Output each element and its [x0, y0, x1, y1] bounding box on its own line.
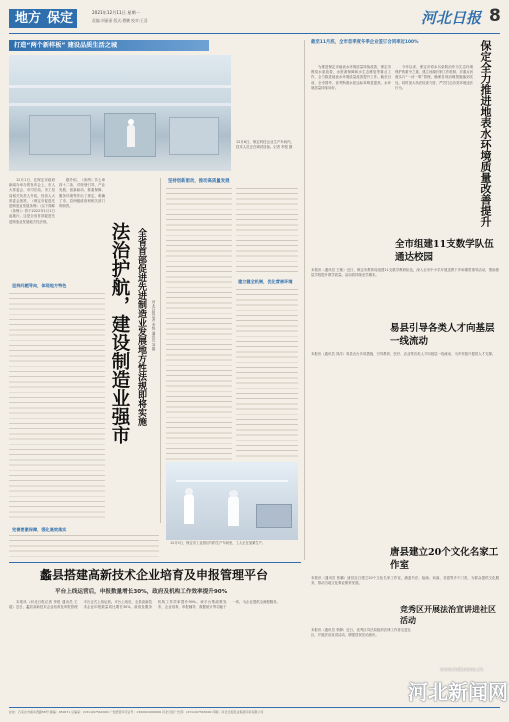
main-byline: 河北日报记者 李悦 通讯员 刘鑫	[152, 300, 156, 351]
box-2-body: 本报讯（通讯员 刘洋）易县出台多项措施，引导教育、医疗、农业等各类人才向基层一线流动，为乡村振兴提供人才支撑。	[311, 352, 496, 356]
lab-photo	[166, 462, 298, 540]
date-line: 2021年12月11日 星期一	[92, 10, 140, 15]
subhead-2: 坚持创新驱动，推动高质量发展	[168, 179, 230, 184]
section-label: 地方	[15, 11, 42, 26]
factory-photo-caption: 12月6日，保定科技企业生产车间内，技术人员正在调试设备。记者 李悦 摄	[236, 140, 294, 149]
lead-paragraph-2: 据介绍，《条例》共七章四十二条，对规划引导、产业发展、创新驱动、要素保障、服务环境等作出了规定，明确了市、县两级政府和相关部门的职责。	[59, 178, 105, 209]
box-3-title: 唐县建立20个文化名家工作室	[390, 547, 499, 571]
middle-column-b	[236, 188, 298, 274]
bottom-paragraph: 本报讯（河北日报记者 李悦 通讯员 王超）近日，蠡县高新技术企业培育及申报管理平台正式上线运营。平台上线后，全县高新技术企业申报数量同比增长30%，政府及服务机构工作效率提升90%。该平台集政策发布、企业培育、申报辅导、数据统计等功能于一体，为企业提供全流程服务。	[9, 600, 280, 610]
right-kicker-box	[311, 40, 435, 62]
editor-line: 责编:刘丽丽 版式:穆鹏 校对:王喜	[92, 18, 148, 23]
box-2-title: 易县引导各类人才向基层一线流动	[390, 323, 495, 347]
bottom-headline: 蠡县搭建高新技术企业培育及申报管理平台	[40, 568, 269, 582]
bottom-body	[9, 600, 301, 704]
page-number: 8	[489, 6, 501, 26]
right-headline: 保定全力推进地表水环境质量改善提升	[479, 40, 492, 227]
banner-label: 打造“两个新样板” 建设品质生活之城	[14, 42, 118, 49]
footer-text: 社址：石家庄市裕华西路58号 邮编：050071 总编室：(0311)67562000 广告经营许可证号：1300004000006 河北日报广告部：(0311)67563000 印刷：河北日报报业集团印务有限公司	[9, 710, 264, 714]
right-body-2	[395, 65, 473, 235]
watermark-logo: 河北新闻网	[408, 680, 508, 704]
box-3-body: 本报讯（通讯员 张鹏）唐县近日建立20个文化名家工作室，涵盖书法、绘画、戏曲、非遗等多个门类，为群众提供文化服务，推动当地文化事业繁荣发展。	[311, 576, 499, 586]
bottom-subtitle: 平台上线运营后，申报数量增长30%，政府及机构工作效率提升90%	[55, 589, 228, 595]
section-tag	[9, 9, 77, 28]
factory-photo	[9, 55, 231, 171]
right-body	[311, 65, 391, 235]
left-lower-body	[9, 535, 159, 557]
main-kicker: 全省首部促进先进制造业发展地方性法规即将实施	[136, 228, 146, 426]
box-4-body: 本报讯（通讯员 李静）近日，竞秀区司法局组织法律工作者走进社区，开展法治宣讲活动，增强居民法治意识。	[311, 628, 411, 638]
subhead-4: 完善要素保障，强化高效落实	[12, 527, 67, 532]
middle-column-c	[236, 289, 298, 460]
right-paragraph-2: 今年以来，保定市将水污染防治作为生态环境保护的重中之重，建立河湖长制工作机制，对重点河流实行“一河一策”管理，确保各项治理措施落到实处。同时加大执法检查力度，严厉打击各类环境违法行为。	[395, 65, 473, 90]
main-story-lead-right	[59, 178, 105, 276]
region-label: 保定	[47, 11, 74, 26]
masthead	[0, 0, 509, 38]
lab-photo-caption: 12月3日，保定市工业园区内的生产车间里，工人正在加紧生产。	[170, 541, 266, 545]
main-story-lead-left	[9, 178, 55, 276]
subhead-3: 建立健全机制，优化营商环境	[238, 279, 293, 284]
lead-paragraph: 12月1日，在保定市政府新闻办举办的发布会上，市人大常委会、市司法局、市工信局相关负责人介绍，经省人大常委会批准，《保定市促进先进制造业发展条例》（以下简称《条例》）将于2022年1月1日起施行。这是全省首部促进先进制造业发展地方性法规。	[9, 178, 55, 224]
box-1-body: 本报讯（通讯员 王敏）近日，保定市教育局组建11支数学教研队伍，深入全市中小学开展送教下乡和课堂指导活动，帮助基层学校提升教学质量。活动将持续至学期末。	[311, 268, 499, 278]
middle-column-a	[166, 188, 232, 460]
right-paragraph-1: 为推进保定市地表水环境质量持续改善，保定市围绕水质改善、水资源保障和水生态修复等重点工作，全力推进地表水环境质量改善提升工作。截至目前，全市国考、省考断面水质达标率明显提高，水环境质量持续向好。	[311, 65, 391, 90]
subhead-1: 坚持问题导向，体现地方特色	[12, 283, 67, 288]
left-column-body	[9, 293, 105, 521]
main-headline: 法治护航，建设制造业强市	[109, 222, 130, 444]
box-4-title: 竞秀区开展法治宣讲进社区活动	[400, 604, 496, 625]
watermark-url: www.hebnews.cn	[440, 667, 484, 673]
box-1-title: 全市组建11支数学队伍通达校园	[395, 239, 494, 263]
logo: 河北日报	[421, 9, 482, 27]
right-kicker: 截至11月底，全市首季度冬季企业签订合同率近100%	[311, 40, 419, 45]
